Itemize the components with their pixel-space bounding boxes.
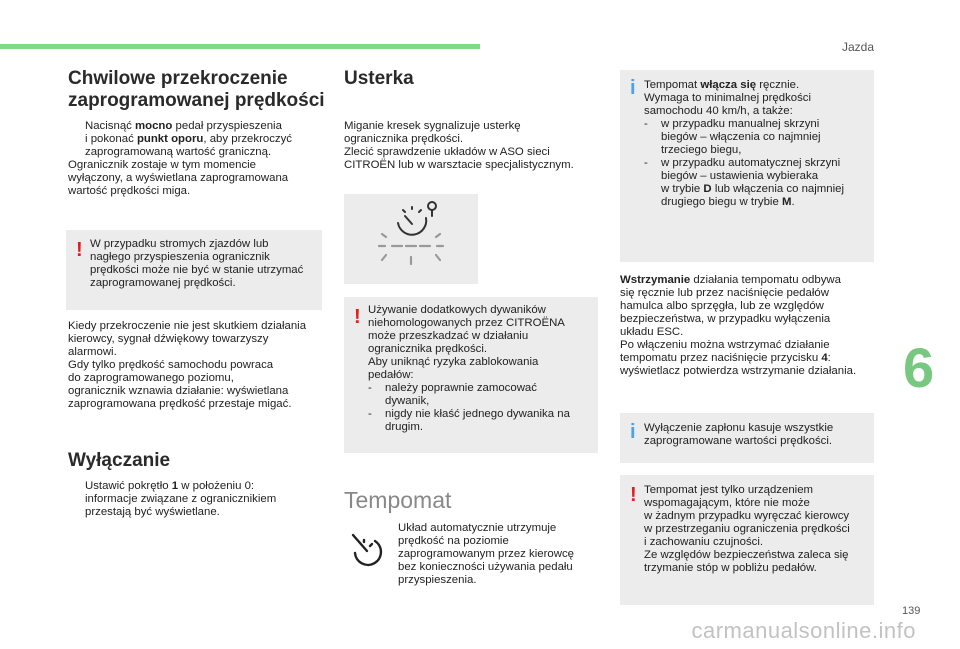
fault-display-image <box>344 194 478 284</box>
section-title-tempomat: Tempomat <box>344 487 452 513</box>
info-icon: i <box>630 421 636 443</box>
warning-box-downhill: ! W przypadku stromych zjazdów lub nagłego przyspieszenia ogranicznik prędkości może nie być w stanie utrzymać zaprogramowanej prędkości. <box>66 230 322 310</box>
col3-paragraph-pause: Wstrzymanie działania tempomatu odbywa się ręcznie lub przez naciśnięcie pedałów hamulca albo sprzęgła, lub ze względów bezpieczeństwa, w przypadku wyłączenia układu ESC. Po włączeniu można wstrzymać działanie tempomatu przez naciśnięcie przycisku 4: wyświetlacz potwierdza wstrzymanie działania. <box>620 274 857 377</box>
speed-limiter-fault-icon <box>344 194 478 284</box>
info-icon: i <box>630 77 636 99</box>
warning-icon: ! <box>354 306 361 328</box>
header-accent-bar <box>0 44 480 49</box>
col1-paragraph-2: Kiedy przekroczenie nie jest skutkiem działania kierowcy, sygnał dźwiękowy towarzyszy alarmowi. Gdy tylko prędkość samochodu powraca do zaprogramowanego poziomu, ogranicznik wznawia działanie: wyświetlana zaprogramowana prędkość przestaje migać. <box>68 320 307 410</box>
watermark: carmanualsonline.info <box>691 618 916 643</box>
col2-paragraph-1: Miganie kresek sygnalizuje usterkę ogranicznika prędkości. Zlecić sprawdzenie układów w ASO sieci CITROËN lub w warsztacie specjalistycznym. <box>344 120 574 171</box>
col1-bullet-overspeed: Nacisnąć mocno pedał przyspieszenia i pokonać punkt oporu, aby przekroczyć zaprogramowaną wartość graniczną. Ogranicznik zostaje w tym momencie wyłączony, a wyświetlana zaprogramowana wartość prędkości miga. <box>68 120 330 198</box>
warning-icon: ! <box>630 484 637 506</box>
warning-icon: ! <box>76 239 83 261</box>
warning-box-assist: ! Tempomat jest tylko urządzeniem wspomagającym, które nie może w żadnym przypadku wyręczać kierowcy w przestrzeganiu ograniczenia prędkości i zachowaniu czujności. Ze względów bezpieczeństwa zaleca się trzymanie stóp w pobliżu pedałów. <box>620 475 874 605</box>
paragraph: Ogranicznik zostaje w tym momencie wyłączony, a wyświetlana zaprogramowana wartość prędkości miga. <box>68 159 289 197</box>
info-box-ignition: i Wyłączenie zapłonu kasuje wszystkie zaprogramowane wartości prędkości. <box>620 413 874 463</box>
section-title-wylaczanie: Wyłączanie <box>68 450 171 471</box>
page-number: 139 <box>902 605 921 617</box>
col2-paragraph-tempomat: Układ automatycznie utrzymuje prędkość na poziomie zaprogramowanym przez kierowcę bez konieczności używania pedału przyspieszenia. <box>398 522 574 586</box>
chapter-number: 6 <box>903 336 935 399</box>
col1-title <box>68 68 328 112</box>
title-line: Chwilowe przekroczenie <box>68 68 288 89</box>
section-label: Jazda <box>841 40 874 54</box>
speedometer-icon <box>345 527 385 567</box>
col1-bullet-off: Ustawić pokrętło 1 w położeniu 0: informacje związane z ogranicznikiem przestają być wyświetlane. <box>85 480 277 518</box>
info-box-activation: i Tempomat włącza się ręcznie. Wymaga to minimalnej prędkości samochodu 40 km/h, a także: - w przypadku manualnej skrzyni biegów – włączenia co najmniej trzeciego biegu, - w przypadku automatycznej skrzyni biegów – ustawienia wybieraka w trybie D lub włączenia co najmniej drugiego biegu w trybie M. <box>620 70 874 262</box>
warning-box-mats: ! Używanie dodatkowych dywaników niehomologowanych przez CITROËNA może przeszkadzać w działaniu ogranicznika prędkości. Aby uniknąć ryzyka zablokowania pedałów: - należy poprawnie zamocować dywanik, - nigdy nie kłaść jednego dywanika na drugim. <box>344 297 598 453</box>
title-line: zaprogramowanej prędkości <box>68 90 325 111</box>
section-title-usterka: Usterka <box>344 68 414 89</box>
